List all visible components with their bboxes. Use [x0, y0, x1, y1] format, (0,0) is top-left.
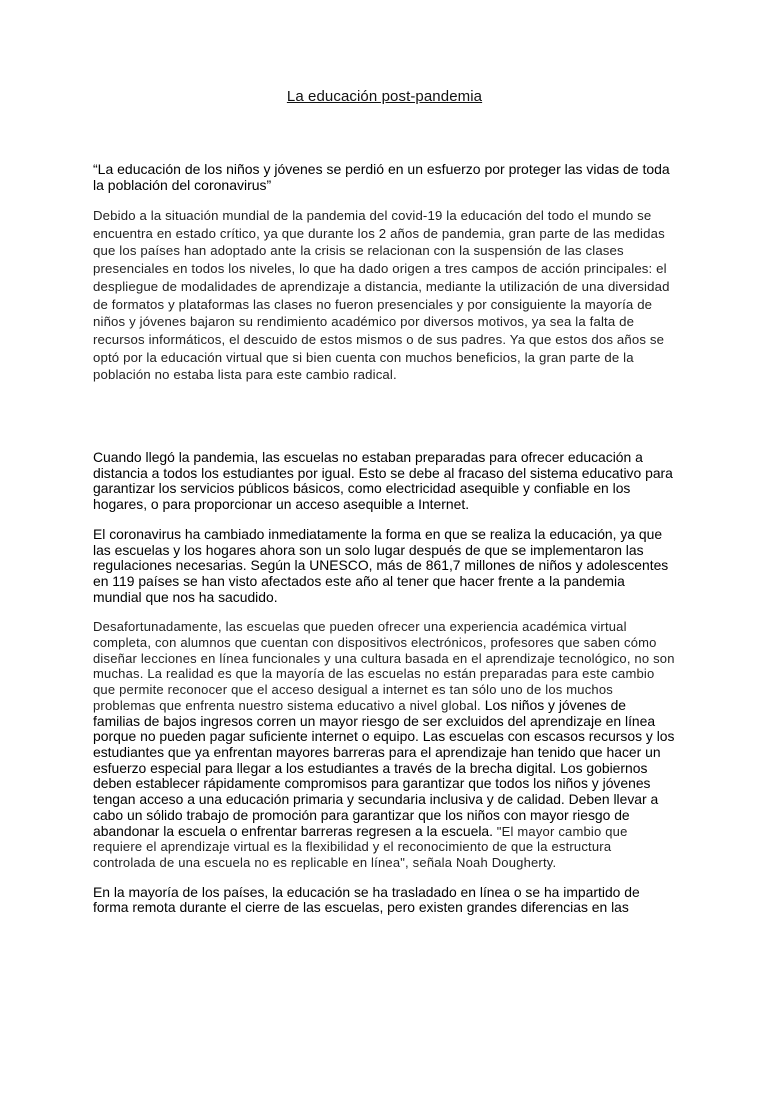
- paragraph-virtual-experience-quote: "El mayor cambio que requiere el aprendizaje virtual es la flexibilidad y el reconocimiento de que la estructura controlada de una escuela no es replicable en línea", señala Noah Dougherty.: [93, 823, 628, 870]
- paragraph-virtual-experience-part-b: Los niños y jóvenes de familias de bajos ingresos corren un mayor riesgo de ser excluidos del aprendizaje en línea porque no pueden pagar suficiente internet o equipo. Las escuelas con escasos recursos y los estudiantes que ya enfrentan mayores barreras para el aprendizaje han tenido que hacer un esfuerzo especial para llegar a los estudiantes a través de la brecha digital. Los gobiernos deben establecer rápidamente compromisos para garantizar que todos los niños y jóvenes tengan acceso a una educación primaria y secundaria inclusiva y de calidad. Deben llevar a cabo un sólido trabajo de promoción para garantizar que los niños con mayor riesgo de abandonar la escuela o enfrentar barreras regresen a la escuela.: [93, 696, 675, 839]
- paragraph-virtual-experience: [93, 619, 676, 870]
- document-page: [0, 88, 768, 1112]
- paragraph-pandemic-schools: Cuando llegó la pandemia, las escuelas no estaban preparadas para ofrecer educación a distancia a todos los estudiantes por igual. Esto se debe al fracaso del sistema educativo para garantizar los servicios públicos básicos, como electricidad asequible y confiable en los hogares, o para proporcionar un acceso asequible a Internet.: [93, 449, 673, 513]
- paragraph-intro: Debido a la situación mundial de la pandemia del covid-19 la educación del todo el mundo se encuentra en estado crítico, ya que durante los 2 años de pandemia, gran parte de las medidas que los países han adoptado ante la crisis se relacionan con la suspensión de las clases presenciales en todos los niveles, lo que ha dado origen a tres campos de acción principales: el despliegue de modalidades de aprendizaje a distancia, mediante la utilización de una diversidad de formatos y plataformas las clases no fueron presenciales y por consiguiente la mayoría de niños y jóvenes bajaron su rendimiento académico por diversos motivos, ya sea la falta de recursos informáticos, el descuido de estos mismos o de sus padres. Ya que estos dos años se optó por la educación virtual que si bien cuenta con muchos beneficios, la gran parte de la población no estaba lista para este cambio radical.: [93, 208, 670, 383]
- opening-quote: “La educación de los niños y jóvenes se perdió en un esfuerzo por proteger las vidas de toda la población del coronavirus”: [93, 161, 670, 193]
- paragraph-virtual-experience-part-a: Desafortunadamente, las escuelas que pueden ofrecer una experiencia académica virtual completa, con alumnos que cuentan con dispositivos electrónicos, profesores que saben cómo diseñar lecciones en línea funcionales y una cultura basada en el aprendizaje tecnológico, no son muchas. La realidad es que la mayoría de las escuelas no están preparadas para este cambio que permite reconocer que el acceso desigual a internet es tan sólo uno de los muchos problemas que enfrenta nuestro sistema educativo a nivel global.: [93, 619, 675, 713]
- document-title: La educación post-pandemia: [286, 88, 483, 105]
- paragraph-remote-education: En la mayoría de los países, la educación se ha trasladado en línea o se ha impartido de forma remota durante el cierre de las escuelas, pero existen grandes diferencias en las: [93, 883, 640, 916]
- paragraph-coronavirus-change: El coronavirus ha cambiado inmediatamente la forma en que se realiza la educación, ya que las escuelas y los hogares ahora son un solo lugar después de que se implementaron las regulaciones necesarias. Según la UNESCO, más de 861,7 millones de niños y adolescentes en 119 países se han visto afectados este año al tener que hacer frente a la pandemia mundial que nos ha sacudido.: [93, 525, 669, 605]
